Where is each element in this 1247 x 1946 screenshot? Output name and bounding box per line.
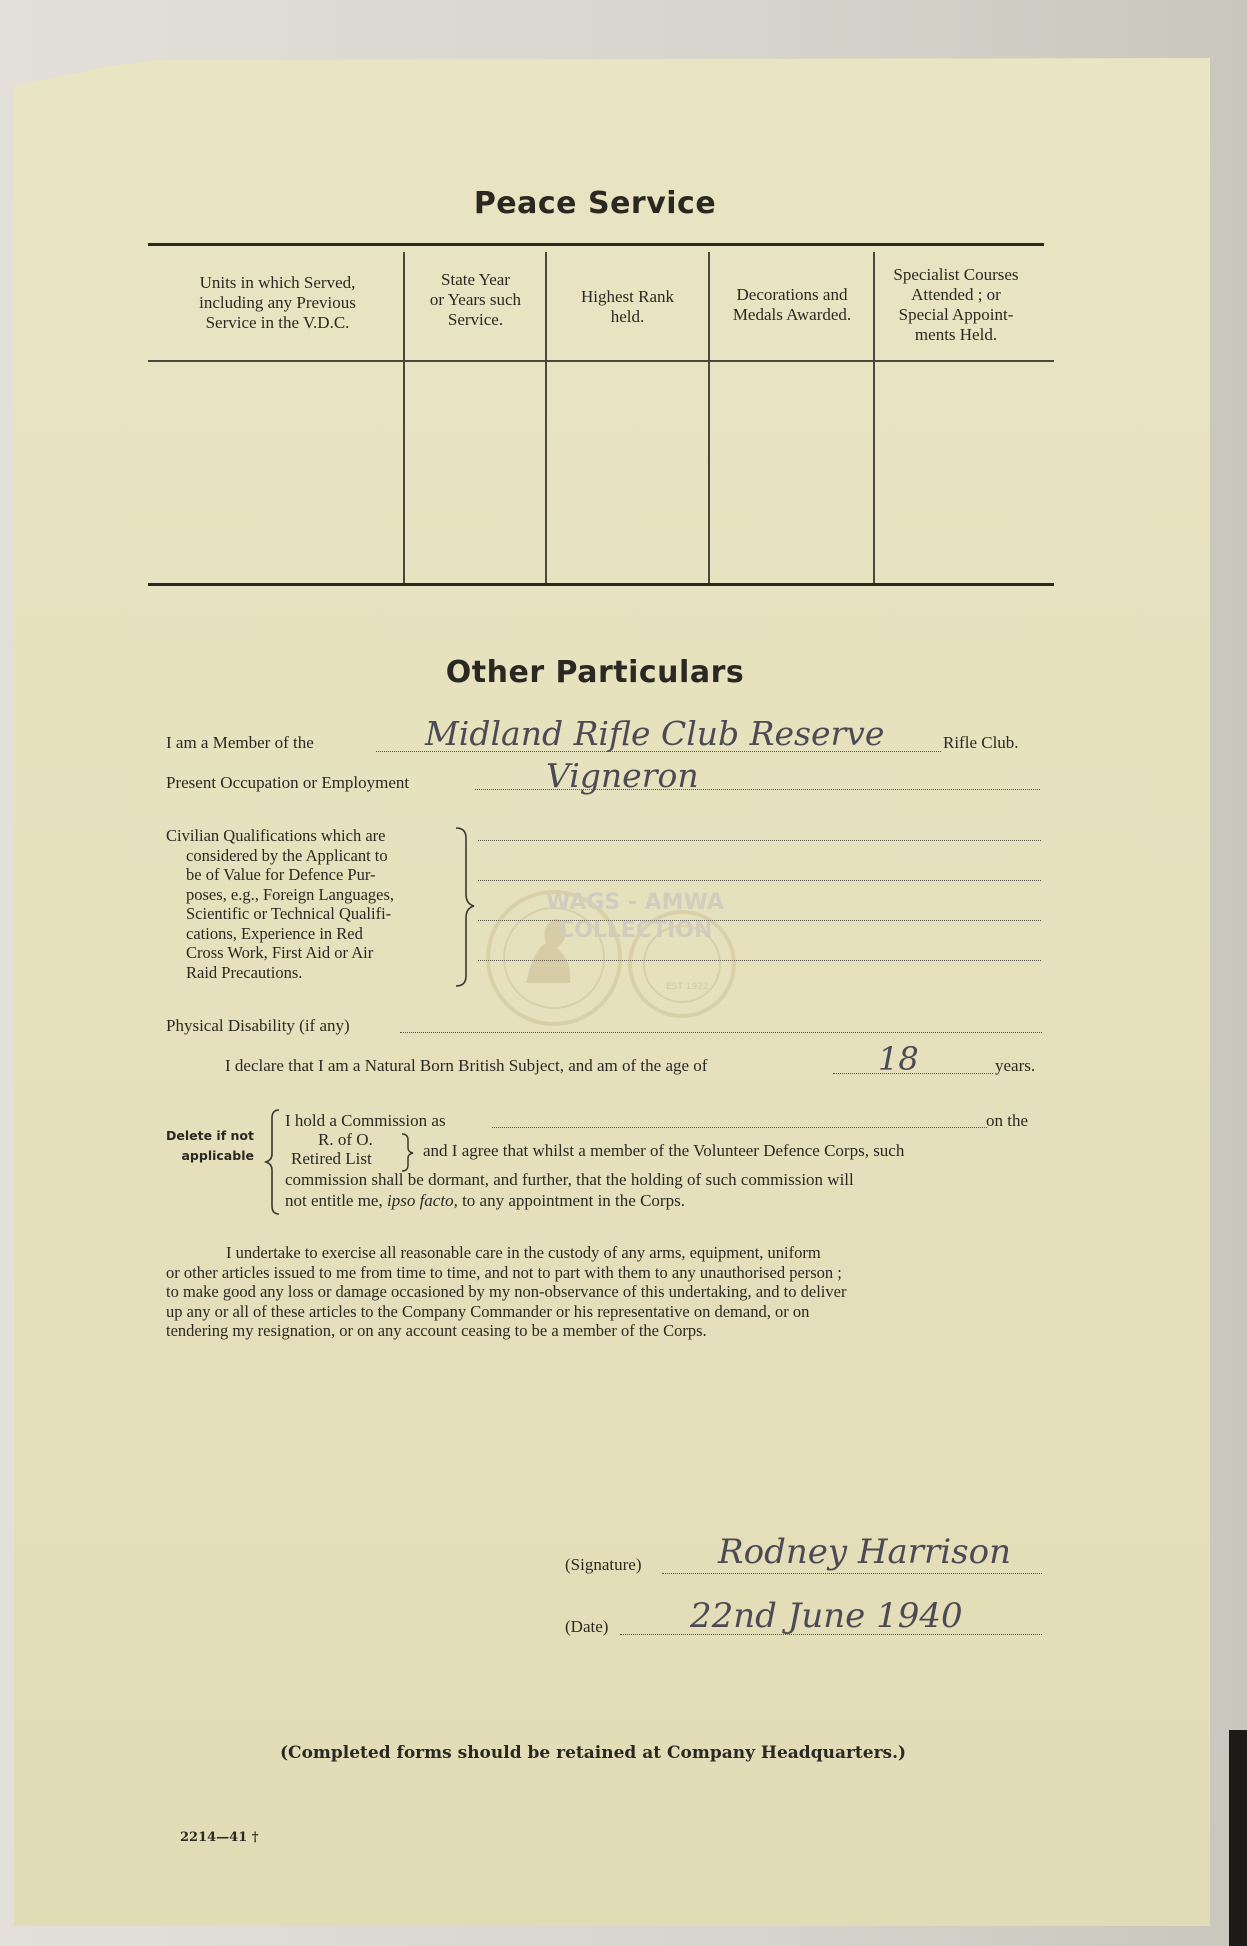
years-label: years. — [995, 1056, 1036, 1075]
table-header-rule — [148, 360, 1054, 362]
disability-label: Physical Disability (if any) — [166, 1016, 350, 1035]
col-divider — [873, 252, 875, 583]
peace-service-title: Peace Service — [473, 186, 717, 221]
disability-field-line — [400, 1032, 1042, 1033]
commission-text-line3: commission shall be dormant, and further, that the holding of such commission will — [285, 1170, 854, 1189]
col-divider — [545, 252, 547, 583]
member-label: I am a Member of the — [166, 733, 314, 752]
member-suffix: Rifle Club. — [943, 733, 1019, 752]
footer-note: (Completed forms should be retained at Company Headquarters.) — [280, 1743, 907, 1763]
on-the-label: on the — [986, 1111, 1029, 1130]
date-handwriting: 22nd June 1940 — [690, 1596, 963, 1636]
col-header-rank: Highest Rank held. — [580, 287, 675, 326]
table-bottom-rule — [148, 583, 1054, 586]
signature-handwriting: Rodney Harrison — [718, 1532, 1011, 1572]
undertaking-paragraph: I undertake to exercise all reasonable care in the custody of any arms, equipment, uniform or other articles issued to me from time to time, and not to part with them to any unauthorised person ; to make good any loss or damage occasioned by my non-observance of this undertaking, and to deliver up any or all of these articles to the Company Commander or his representative on demand, or on tendering my resignation, or on any account ceasing to be a member of the Corps. — [166, 1243, 847, 1340]
r-of-o-option: R. of O. — [318, 1130, 373, 1149]
age-handwriting: 18 — [878, 1040, 919, 1078]
col-divider — [708, 252, 710, 583]
qualifications-brace — [452, 826, 482, 988]
form-code: 2214—41 † — [180, 1830, 259, 1845]
background-edge — [1229, 1730, 1247, 1946]
commission-text-line2: and I agree that whilst a member of the Volunteer Defence Corps, such — [423, 1141, 905, 1160]
collection-watermark — [486, 888, 736, 1033]
col-divider — [403, 252, 405, 583]
table-top-rule — [148, 243, 1044, 246]
col-header-decorations: Decorations and Medals Awarded. — [732, 285, 852, 324]
watermark-line2: COLLECTION — [558, 918, 713, 943]
age-declaration: I declare that I am a Natural Born British Subject, and am of the age of — [225, 1056, 708, 1075]
commission-field-line — [492, 1127, 987, 1128]
signature-label: (Signature) — [565, 1555, 642, 1574]
occupation-handwriting: Vigneron — [546, 756, 699, 795]
delete-if-not-applicable: Delete if not applicable — [166, 1128, 254, 1163]
commission-label: I hold a Commission as — [285, 1111, 446, 1130]
qualification-line — [478, 880, 1041, 881]
watermark-line1: WAGS - AMWA — [546, 890, 724, 915]
other-particulars-title: Other Particulars — [445, 655, 745, 690]
watermark-seal-text: EST 1922 — [666, 982, 709, 992]
civilian-qualifications-label: Civilian Qualifications which are considered by the Applicant to be of Value for Defence Pur- poses, e.g., Foreign Languages, Scientific or Technical Qualifi- cations, Experience in Red Cross Work, First Aid or Air Raid Precautions. — [166, 826, 395, 982]
col-header-specialist: Specialist Courses Attended ; or Special Appoint- ments Held. — [893, 265, 1019, 344]
col-header-years: State Year or Years such Service. — [429, 270, 522, 329]
delete-brace — [264, 1108, 284, 1216]
signature-field-line — [662, 1573, 1042, 1574]
col-header-units: Units in which Served, including any Previous Service in the V.D.C. — [199, 273, 356, 332]
retired-list-option: Retired List — [291, 1149, 372, 1168]
occupation-label: Present Occupation or Employment — [166, 773, 410, 792]
commission-text-line4: not entitle me, ipso facto, to any appointment in the Corps. — [285, 1191, 685, 1210]
options-brace — [400, 1132, 416, 1172]
member-handwriting: Midland Rifle Club Reserve — [425, 714, 885, 753]
qualification-line — [478, 840, 1041, 841]
date-label: (Date) — [565, 1617, 609, 1636]
